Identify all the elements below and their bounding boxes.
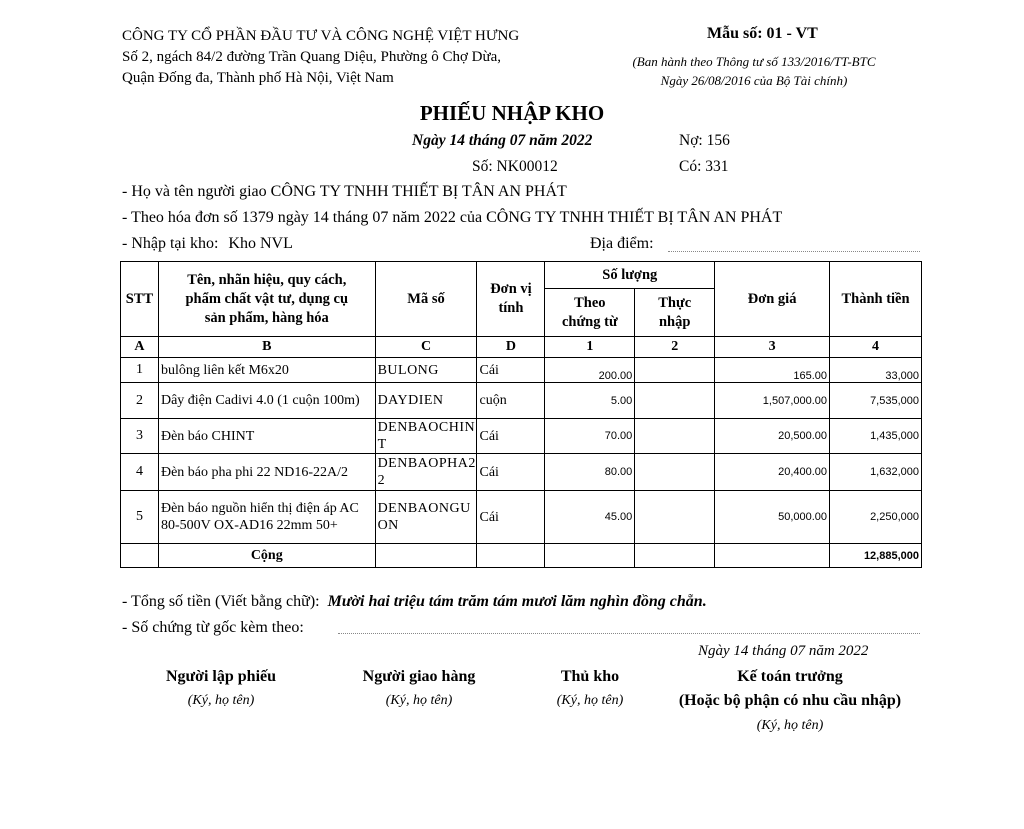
- header-amount: Thành tiền: [830, 262, 922, 337]
- row-amount: 1,435,000: [830, 419, 922, 454]
- row-qty-doc: 5.00: [545, 383, 635, 419]
- document-number: Số: NK00012: [472, 158, 558, 175]
- header-qty-actual-line1: Thực: [658, 294, 692, 311]
- column-letter: 4: [830, 337, 922, 358]
- amount-words-label: - Tổng số tiền (Viết bằng chữ):: [122, 593, 320, 610]
- company-address-line1: Số 2, ngách 84/2 đường Trần Quang Diệu, Phường ô Chợ Dừa,: [122, 49, 502, 65]
- row-qty-actual: [635, 491, 715, 544]
- form-note: [608, 52, 900, 90]
- column-letter: C: [375, 337, 477, 358]
- column-letter: D: [477, 337, 545, 358]
- header-unit: [477, 262, 545, 337]
- row-qty-actual: [635, 454, 715, 491]
- header-name: [158, 262, 375, 337]
- location-dotted-line: [668, 251, 920, 252]
- header-qty-doc-line1: Theo: [574, 294, 606, 311]
- header-stt: STT: [121, 262, 159, 337]
- table-row: [121, 419, 922, 454]
- row-code: DENBAOCHINT: [375, 419, 477, 454]
- row-name: bulông liên kết M6x20: [158, 358, 375, 383]
- header-qty-doc: [545, 289, 635, 337]
- header-qty-actual: [635, 289, 715, 337]
- header-unit-line1: Đơn vị: [490, 281, 532, 297]
- header-quantity: Số lượng: [545, 262, 715, 289]
- warehouse-line: [122, 235, 293, 253]
- signer-chief-accountant-title: Kế toán trưởng: [737, 668, 843, 685]
- row-amount: 1,632,000: [830, 454, 922, 491]
- row-qty-doc: 70.00: [545, 419, 635, 454]
- header-unit-price: Đơn giá: [715, 262, 830, 337]
- signer-deliverer-sub: (Ký, họ tên): [385, 693, 453, 708]
- signer-storekeeper-sub: (Ký, họ tên): [556, 693, 624, 708]
- row-qty-actual: [635, 358, 715, 383]
- signer-preparer-title: Người lập phiếu: [165, 668, 277, 685]
- debit-account: Nợ: 156: [679, 132, 730, 149]
- row-code: DAYDIEN: [375, 383, 477, 419]
- row-code: BULONG: [375, 358, 477, 383]
- table-row: [121, 383, 922, 419]
- column-letter-row: [121, 337, 922, 358]
- row-unit: Cái: [477, 491, 545, 544]
- form-note-line1: (Ban hành theo Thông tư số 133/2016/TT-BTC: [632, 54, 876, 69]
- header-code: Mã số: [375, 262, 477, 337]
- header-name-line2: phẩm chất vật tư, dụng cụ: [185, 290, 349, 307]
- row-price: 20,400.00: [715, 454, 830, 491]
- document-title: PHIẾU NHẬP KHO: [419, 101, 605, 125]
- row-price: 20,500.00: [715, 419, 830, 454]
- row-price: 50,000.00: [715, 491, 830, 544]
- row-name: Đèn báo pha phi 22 ND16-22A/2: [158, 454, 375, 491]
- row-qty-actual: [635, 419, 715, 454]
- document-date: Ngày 14 tháng 07 năm 2022: [412, 132, 593, 149]
- attached-docs-label: - Số chứng từ gốc kèm theo:: [122, 619, 304, 636]
- row-stt: 2: [121, 383, 159, 419]
- row-qty-doc: 200.00: [545, 358, 635, 383]
- signer-chief-accountant-sub2: (Ký, họ tên): [756, 718, 824, 733]
- table-row: [121, 491, 922, 544]
- warehouse-value: Kho NVL: [228, 235, 293, 252]
- invoice-line: - Theo hóa đơn số 1379 ngày 14 tháng 07 năm 2022 của CÔNG TY TNHH THIẾT BỊ TÂN AN PHÁT: [122, 209, 783, 226]
- row-name: Đèn báo CHINT: [158, 419, 375, 454]
- row-name: Dây điện Cadivi 4.0 (1 cuộn 100m): [158, 383, 375, 419]
- row-unit: Cái: [477, 454, 545, 491]
- row-stt: 5: [121, 491, 159, 544]
- row-code: DENBAONGUON: [375, 491, 477, 544]
- total-label: Cộng: [158, 544, 375, 568]
- form-note-line2: Ngày 26/08/2016 của Bộ Tài chính): [660, 73, 848, 88]
- row-amount: 7,535,000: [830, 383, 922, 419]
- row-code: DENBAOPHA22: [375, 454, 477, 491]
- column-letter: 2: [635, 337, 715, 358]
- total-amount: 12,885,000: [830, 544, 922, 568]
- location-label: Địa điểm:: [590, 235, 654, 252]
- attached-docs-dotted-line: [338, 633, 920, 634]
- items-table: [120, 261, 922, 568]
- signer-deliverer-title: Người giao hàng: [362, 668, 476, 685]
- row-stt: 1: [121, 358, 159, 383]
- row-unit: Cái: [477, 419, 545, 454]
- sign-date: Ngày 14 tháng 07 năm 2022: [698, 643, 869, 659]
- row-stt: 4: [121, 454, 159, 491]
- table-row: [121, 454, 922, 491]
- company-block: [122, 26, 519, 89]
- signer-preparer-sub: (Ký, họ tên): [187, 693, 255, 708]
- row-qty-doc: 45.00: [545, 491, 635, 544]
- row-amount: 2,250,000: [830, 491, 922, 544]
- row-unit: Cái: [477, 358, 545, 383]
- header-unit-line2: tính: [498, 300, 524, 316]
- form-number: Mẫu số: 01 - VT: [707, 25, 818, 42]
- column-letter: A: [121, 337, 159, 358]
- warehouse-label: - Nhập tại kho:: [122, 235, 219, 252]
- row-name: Đèn báo nguồn hiển thị điện áp AC 80-500V OX-AD16 22mm 50+: [158, 491, 375, 544]
- row-amount: 33,000: [830, 358, 922, 383]
- credit-account: Có: 331: [679, 158, 729, 175]
- signer-storekeeper-title: Thủ kho: [560, 668, 620, 685]
- company-address-line2: Quận Đống đa, Thành phố Hà Nội, Việt Nam: [122, 70, 394, 86]
- header-name-line3: sản phẩm, hàng hóa: [204, 309, 329, 326]
- amount-words-line: [122, 593, 707, 611]
- row-price: 1,507,000.00: [715, 383, 830, 419]
- deliverer-line: - Họ và tên người giao CÔNG TY TNHH THIẾT BỊ TÂN AN PHÁT: [122, 183, 567, 200]
- row-qty-doc: 80.00: [545, 454, 635, 491]
- row-unit: cuộn: [477, 383, 545, 419]
- row-stt: 3: [121, 419, 159, 454]
- row-qty-actual: [635, 383, 715, 419]
- row-price: 165.00: [715, 358, 830, 383]
- company-name: CÔNG TY CỔ PHẦN ĐẦU TƯ VÀ CÔNG NGHỆ VIỆT HƯNG: [122, 28, 520, 44]
- header-qty-doc-line2: chứng từ: [561, 313, 618, 330]
- total-row: [121, 544, 922, 568]
- column-letter: B: [158, 337, 375, 358]
- header-name-line1: Tên, nhãn hiệu, quy cách,: [187, 271, 347, 288]
- amount-words: Mười hai triệu tám trăm tám mươi lăm nghìn đồng chẵn.: [327, 593, 707, 610]
- signer-chief-accountant-sub1: (Hoặc bộ phận có nhu cầu nhập): [678, 692, 902, 709]
- column-letter: 3: [715, 337, 830, 358]
- column-letter: 1: [545, 337, 635, 358]
- header-qty-actual-line2: nhập: [658, 313, 691, 330]
- table-row: [121, 358, 922, 383]
